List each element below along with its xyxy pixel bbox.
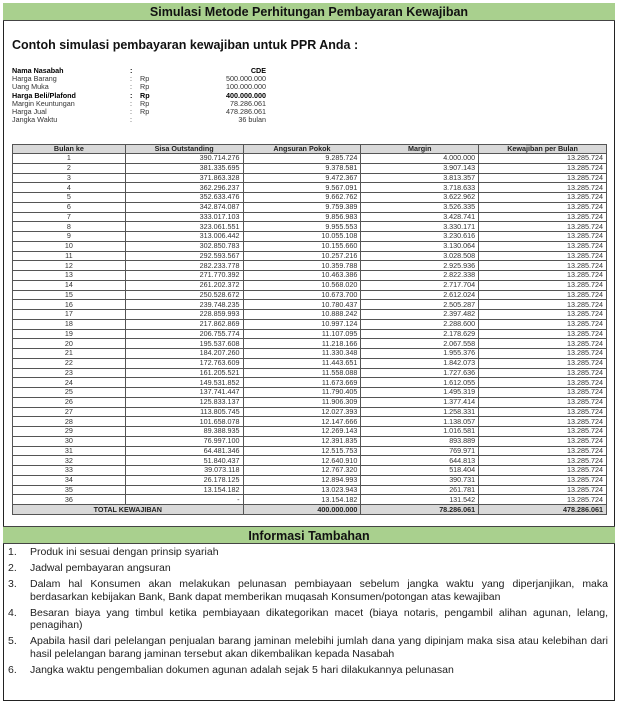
cell-principal: 9.567.091	[243, 183, 361, 193]
summary-row	[12, 116, 266, 124]
cell-principal: 10.055.108	[243, 232, 361, 242]
cell-obligation: 13.285.724	[479, 163, 607, 173]
summary-currency: Rp	[140, 74, 150, 84]
info-item-number: 4.	[8, 606, 17, 619]
cell-margin: 1.258.331	[361, 407, 479, 417]
cell-outstanding: 184.207.260	[125, 349, 243, 359]
cell-outstanding: 64.481.346	[125, 446, 243, 456]
cell-margin: 2.925.936	[361, 261, 479, 271]
table-row	[13, 280, 607, 290]
cell-outstanding: 89.388.935	[125, 427, 243, 437]
table-row	[13, 241, 607, 251]
cell-principal: 11.558.088	[243, 368, 361, 378]
cell-principal: 10.997.124	[243, 319, 361, 329]
cell-month: 34	[13, 475, 126, 485]
cell-principal: 9.856.983	[243, 212, 361, 222]
cell-month: 7	[13, 212, 126, 222]
info-item-number: 6.	[8, 663, 17, 676]
cell-margin: 3.718.633	[361, 183, 479, 193]
info-item-text: Produk ini sesuai dengan prinsip syariah	[30, 546, 219, 558]
cell-principal: 12.894.993	[243, 475, 361, 485]
summary-label: Jangka Waktu	[12, 115, 58, 125]
cell-obligation: 13.285.724	[479, 212, 607, 222]
cell-principal: 10.155.660	[243, 241, 361, 251]
cell-principal: 9.759.389	[243, 202, 361, 212]
summary-currency	[140, 116, 160, 124]
summary-currency: Rp	[140, 98, 150, 108]
cell-principal: 9.285.724	[243, 154, 361, 164]
summary-colon: :	[130, 106, 132, 116]
cell-month: 14	[13, 280, 126, 290]
installment-table	[12, 144, 607, 515]
cell-margin: 2.288.600	[361, 319, 479, 329]
table-row	[13, 466, 607, 476]
cell-obligation: 13.285.724	[479, 446, 607, 456]
cell-obligation: 13.285.724	[479, 271, 607, 281]
summary-currency: Rp	[140, 106, 150, 116]
cell-margin: 3.130.064	[361, 241, 479, 251]
summary-value: 36 bulan	[238, 115, 266, 125]
table-row	[13, 417, 607, 427]
cell-outstanding: 39.073.118	[125, 466, 243, 476]
table-row	[13, 319, 607, 329]
table-row	[13, 251, 607, 261]
cell-month: 29	[13, 427, 126, 437]
info-list-item	[8, 578, 608, 603]
table-row	[13, 290, 607, 300]
cell-outstanding: 125.833.137	[125, 397, 243, 407]
cell-outstanding: 381.335.695	[125, 163, 243, 173]
cell-outstanding: 261.202.372	[125, 280, 243, 290]
cell-month: 33	[13, 466, 126, 476]
cell-outstanding: 313.006.442	[125, 232, 243, 242]
total-label: TOTAL KEWAJIBAN	[13, 505, 244, 515]
col-header-month: Bulan ke	[13, 145, 126, 154]
cell-month: 4	[13, 183, 126, 193]
info-list-item	[8, 562, 608, 575]
cell-margin: 1.727.636	[361, 368, 479, 378]
table-row	[13, 436, 607, 446]
col-header-outstanding: Sisa Outstanding	[125, 145, 243, 154]
cell-outstanding: 161.205.521	[125, 368, 243, 378]
table-row	[13, 339, 607, 349]
info-item-text: Besaran biaya yang timbul ketika pembiayaan dikategorikan macet (biaya notaris, pengambil alihan agunan, lelang, penagihan)	[30, 606, 608, 631]
subtitle: Contoh simulasi pembayaran kewajiban untuk PPR Anda :	[12, 38, 359, 52]
table-row	[13, 300, 607, 310]
info-list-item	[8, 635, 608, 660]
cell-margin: 1.377.414	[361, 397, 479, 407]
cell-month: 20	[13, 339, 126, 349]
cell-principal: 11.906.309	[243, 397, 361, 407]
cell-month: 16	[13, 300, 126, 310]
cell-margin: 518.404	[361, 466, 479, 476]
info-list-item	[8, 546, 608, 559]
cell-month: 23	[13, 368, 126, 378]
summary-label: Harga Barang	[12, 74, 57, 84]
cell-margin: 2.397.482	[361, 310, 479, 320]
cell-month: 28	[13, 417, 126, 427]
table-row	[13, 358, 607, 368]
total-row	[13, 505, 607, 515]
cell-margin: 644.813	[361, 456, 479, 466]
cell-principal: 11.330.348	[243, 349, 361, 359]
cell-month: 18	[13, 319, 126, 329]
summary-colon: :	[130, 74, 132, 84]
cell-obligation: 13.285.724	[479, 417, 607, 427]
cell-obligation: 13.285.724	[479, 290, 607, 300]
cell-outstanding: 352.633.476	[125, 193, 243, 203]
cell-margin: 893.889	[361, 436, 479, 446]
summary-label: Uang Muka	[12, 82, 49, 92]
summary-value: 500.000.000	[226, 74, 266, 84]
cell-outstanding: 195.537.608	[125, 339, 243, 349]
cell-obligation: 13.285.724	[479, 232, 607, 242]
cell-outstanding: 371.863.328	[125, 173, 243, 183]
section-header	[3, 3, 615, 21]
cell-obligation: 13.285.724	[479, 358, 607, 368]
cell-principal: 10.673.700	[243, 290, 361, 300]
cell-principal: 12.027.393	[243, 407, 361, 417]
table-row	[13, 397, 607, 407]
cell-principal: 12.269.143	[243, 427, 361, 437]
summary-label: Nama Nasabah	[12, 66, 64, 75]
cell-outstanding: 228.859.993	[125, 310, 243, 320]
cell-principal: 10.257.216	[243, 251, 361, 261]
table-header-row	[13, 145, 607, 154]
cell-principal: 12.515.753	[243, 446, 361, 456]
table-row	[13, 261, 607, 271]
cell-month: 21	[13, 349, 126, 359]
cell-outstanding: 101.658.078	[125, 417, 243, 427]
cell-obligation: 13.285.724	[479, 407, 607, 417]
summary-currency: Rp	[140, 82, 150, 92]
cell-margin: 4.000.000	[361, 154, 479, 164]
cell-obligation: 13.285.724	[479, 485, 607, 495]
cell-principal: 10.568.020	[243, 280, 361, 290]
info-item-text: Jadwal pembayaran angsuran	[30, 562, 171, 574]
col-header-margin: Margin	[361, 145, 479, 154]
cell-month: 12	[13, 261, 126, 271]
summary-value: 78.286.061	[230, 98, 266, 108]
col-header-monthly-obligation: Kewajiban per Bulan	[479, 145, 607, 154]
summary-colon: :	[130, 82, 132, 92]
table-row	[13, 193, 607, 203]
cell-margin: 3.622.962	[361, 193, 479, 203]
table-row	[13, 271, 607, 281]
cell-margin: 3.330.171	[361, 222, 479, 232]
cell-obligation: 13.285.724	[479, 339, 607, 349]
cell-month: 9	[13, 232, 126, 242]
cell-outstanding: 323.061.551	[125, 222, 243, 232]
info-list-item	[8, 664, 608, 677]
cell-month: 25	[13, 388, 126, 398]
cell-obligation: 13.285.724	[479, 173, 607, 183]
summary-colon: :	[130, 115, 132, 125]
summary-value: 478.286.061	[226, 106, 266, 116]
cell-obligation: 13.285.724	[479, 427, 607, 437]
table-row	[13, 475, 607, 485]
cell-obligation: 13.285.724	[479, 280, 607, 290]
cell-outstanding: 26.178.125	[125, 475, 243, 485]
info-item-text: Apabila hasil dari pelelangan penjualan barang jaminan melebihi jumlah dana yang dipinjam maka sisa atau kelebihan dari hasil pelelangan barang jaminan tersebut akan dikembalikan kepada Nasabah	[30, 635, 608, 660]
cell-principal: 10.359.788	[243, 261, 361, 271]
info-list	[8, 546, 608, 680]
summary-colon: :	[130, 66, 133, 75]
table-row	[13, 446, 607, 456]
cell-margin: 2.505.287	[361, 300, 479, 310]
cell-obligation: 13.285.724	[479, 368, 607, 378]
info-item-text: Dalam hal Konsumen akan melakukan pelunasan pembiayaan sebelum jangka waktu yang diperjanjikan, maka berdasarkan kebijakan Bank, Bank dapat memberikan muqasah Konsumen/potongan atas kewajiban	[30, 578, 608, 603]
cell-outstanding: 302.850.783	[125, 241, 243, 251]
summary-value: CDE	[250, 66, 266, 75]
cell-margin: 3.907.143	[361, 163, 479, 173]
table-row	[13, 222, 607, 232]
cell-outstanding: 390.714.276	[125, 154, 243, 164]
cell-obligation: 13.285.724	[479, 349, 607, 359]
cell-outstanding: 271.770.392	[125, 271, 243, 281]
cell-month: 6	[13, 202, 126, 212]
cell-obligation: 13.285.724	[479, 300, 607, 310]
cell-margin: 261.781	[361, 485, 479, 495]
cell-obligation: 13.285.724	[479, 310, 607, 320]
cell-month: 13	[13, 271, 126, 281]
cell-month: 11	[13, 251, 126, 261]
cell-margin: 131.542	[361, 495, 479, 505]
cell-principal: 11.218.166	[243, 339, 361, 349]
cell-outstanding: 172.763.609	[125, 358, 243, 368]
cell-obligation: 13.285.724	[479, 319, 607, 329]
table-row	[13, 183, 607, 193]
cell-month: 27	[13, 407, 126, 417]
summary-value: 100.000.000	[226, 82, 266, 92]
cell-margin: 1.842.073	[361, 358, 479, 368]
cell-outstanding: 149.531.852	[125, 378, 243, 388]
cell-principal: 9.662.762	[243, 193, 361, 203]
cell-obligation: 13.285.724	[479, 261, 607, 271]
cell-principal: 11.673.669	[243, 378, 361, 388]
table-row	[13, 163, 607, 173]
cell-margin: 1.955.376	[361, 349, 479, 359]
cell-outstanding: 333.017.103	[125, 212, 243, 222]
cell-margin: 1.016.581	[361, 427, 479, 437]
cell-obligation: 13.285.724	[479, 154, 607, 164]
cell-outstanding: 239.748.235	[125, 300, 243, 310]
cell-principal: 9.378.581	[243, 163, 361, 173]
cell-obligation: 13.285.724	[479, 378, 607, 388]
cell-outstanding: 292.593.567	[125, 251, 243, 261]
cell-outstanding: 76.997.100	[125, 436, 243, 446]
cell-month: 22	[13, 358, 126, 368]
cell-margin: 1.495.319	[361, 388, 479, 398]
cell-obligation: 13.285.724	[479, 329, 607, 339]
cell-margin: 2.067.558	[361, 339, 479, 349]
cell-margin: 2.717.704	[361, 280, 479, 290]
cell-outstanding: -	[125, 495, 243, 505]
cell-month: 17	[13, 310, 126, 320]
cell-month: 5	[13, 193, 126, 203]
cell-month: 10	[13, 241, 126, 251]
cell-principal: 12.391.835	[243, 436, 361, 446]
cell-principal: 11.790.405	[243, 388, 361, 398]
cell-obligation: 13.285.724	[479, 466, 607, 476]
cell-outstanding: 362.296.237	[125, 183, 243, 193]
cell-obligation: 13.285.724	[479, 193, 607, 203]
info-header	[3, 526, 615, 544]
cell-month: 3	[13, 173, 126, 183]
table-row	[13, 485, 607, 495]
cell-margin: 3.813.357	[361, 173, 479, 183]
info-item-number: 2.	[8, 562, 17, 574]
cell-month: 26	[13, 397, 126, 407]
table-row	[13, 368, 607, 378]
table-row	[13, 388, 607, 398]
table-row	[13, 212, 607, 222]
cell-month: 24	[13, 378, 126, 388]
cell-margin: 769.971	[361, 446, 479, 456]
cell-obligation: 13.285.724	[479, 241, 607, 251]
cell-principal: 13.023.943	[243, 485, 361, 495]
summary-label: Harga Beli/Plafond	[12, 90, 76, 100]
cell-outstanding: 342.874.087	[125, 202, 243, 212]
cell-obligation: 13.285.724	[479, 183, 607, 193]
cell-obligation: 13.285.724	[479, 436, 607, 446]
cell-month: 2	[13, 163, 126, 173]
cell-principal: 10.463.386	[243, 271, 361, 281]
info-item-number: 5.	[8, 635, 17, 647]
table-row	[13, 349, 607, 359]
summary-colon: :	[130, 90, 133, 100]
cell-outstanding: 282.233.778	[125, 261, 243, 271]
cell-principal: 10.780.437	[243, 300, 361, 310]
total-obligation: 478.286.061	[479, 505, 607, 515]
summary-currency: Rp	[140, 90, 150, 100]
cell-month: 35	[13, 485, 126, 495]
cell-margin: 1.138.057	[361, 417, 479, 427]
col-header-principal: Angsuran Pokok	[243, 145, 361, 154]
cell-month: 19	[13, 329, 126, 339]
cell-principal: 12.147.666	[243, 417, 361, 427]
table-row	[13, 173, 607, 183]
summary-label: Margin Keuntungan	[12, 98, 75, 108]
info-item-text: Jangka waktu pengembalian dokumen agunan adalah sejak 5 hari dilakukannya pelunasan	[30, 663, 454, 676]
table-row	[13, 329, 607, 339]
cell-obligation: 13.285.724	[479, 475, 607, 485]
table-row	[13, 456, 607, 466]
section-title: Simulasi Metode Perhitungan Pembayaran Kewajiban	[149, 5, 469, 19]
cell-margin: 3.230.616	[361, 232, 479, 242]
cell-month: 31	[13, 446, 126, 456]
table-row	[13, 378, 607, 388]
cell-outstanding: 206.755.774	[125, 329, 243, 339]
cell-month: 15	[13, 290, 126, 300]
table-row	[13, 232, 607, 242]
info-list-item	[8, 607, 608, 632]
cell-principal: 12.640.910	[243, 456, 361, 466]
summary-value: 400.000.000	[226, 90, 266, 100]
cell-principal: 9.472.367	[243, 173, 361, 183]
cell-outstanding: 13.154.182	[125, 485, 243, 495]
cell-outstanding: 250.528.672	[125, 290, 243, 300]
table-row	[13, 310, 607, 320]
cell-margin: 3.028.508	[361, 251, 479, 261]
summary-colon: :	[130, 98, 132, 108]
cell-margin: 390.731	[361, 475, 479, 485]
cell-principal: 12.767.320	[243, 466, 361, 476]
total-principal: 400.000.000	[243, 505, 361, 515]
cell-margin: 3.428.741	[361, 212, 479, 222]
cell-outstanding: 113.805.745	[125, 407, 243, 417]
cell-principal: 11.443.651	[243, 358, 361, 368]
table-row	[13, 427, 607, 437]
cell-month: 36	[13, 495, 126, 505]
info-title: Informasi Tambahan	[248, 529, 370, 543]
cell-obligation: 13.285.724	[479, 202, 607, 212]
cell-outstanding: 217.862.869	[125, 319, 243, 329]
customer-summary	[12, 67, 266, 124]
cell-margin: 1.612.055	[361, 378, 479, 388]
cell-obligation: 13.285.724	[479, 397, 607, 407]
cell-obligation: 13.285.724	[479, 388, 607, 398]
table-row	[13, 202, 607, 212]
cell-obligation: 13.285.724	[479, 495, 607, 505]
table-row	[13, 495, 607, 505]
cell-month: 8	[13, 222, 126, 232]
info-item-number: 3.	[8, 578, 17, 590]
table-row	[13, 154, 607, 164]
cell-margin: 2.822.338	[361, 271, 479, 281]
table-row	[13, 407, 607, 417]
cell-margin: 2.612.024	[361, 290, 479, 300]
cell-month: 32	[13, 456, 126, 466]
cell-margin: 3.526.335	[361, 202, 479, 212]
cell-principal: 11.107.095	[243, 329, 361, 339]
cell-outstanding: 51.840.437	[125, 456, 243, 466]
summary-label: Harga Jual	[12, 106, 47, 116]
cell-principal: 9.955.553	[243, 222, 361, 232]
cell-principal: 10.888.242	[243, 310, 361, 320]
cell-obligation: 13.285.724	[479, 456, 607, 466]
cell-obligation: 13.285.724	[479, 251, 607, 261]
cell-margin: 2.178.629	[361, 329, 479, 339]
cell-month: 30	[13, 436, 126, 446]
cell-month: 1	[13, 154, 126, 164]
cell-obligation: 13.285.724	[479, 222, 607, 232]
cell-outstanding: 137.741.447	[125, 388, 243, 398]
info-item-number: 1.	[8, 546, 17, 558]
cell-principal: 13.154.182	[243, 495, 361, 505]
total-margin: 78.286.061	[361, 505, 479, 515]
